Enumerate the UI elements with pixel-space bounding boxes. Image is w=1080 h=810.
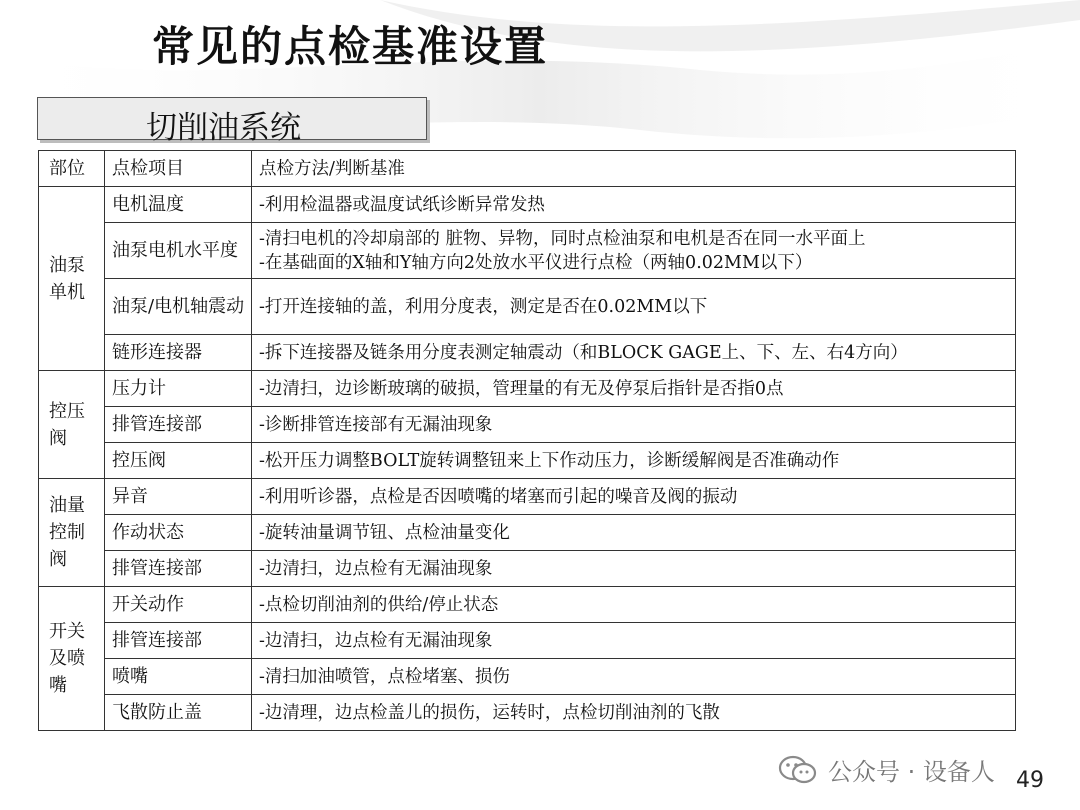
table-row (39, 443, 1016, 479)
method-cell: -旋转油量调节钮、点检油量变化 (252, 515, 1016, 551)
wechat-icon (778, 755, 818, 785)
method-cell: -拆下连接器及链条用分度表测定轴震动（和BLOCK GAGE上、下、左、右4方向） (252, 335, 1016, 371)
item-cell: 控压阀 (105, 443, 252, 479)
table-row (39, 623, 1016, 659)
table-row (39, 407, 1016, 443)
table-header-row (39, 151, 1016, 187)
table-row (39, 335, 1016, 371)
header-item: 点检项目 (105, 151, 252, 187)
method-cell: -松开压力调整BOLT旋转调整钮来上下作动压力，诊断缓解阀是否准确动作 (252, 443, 1016, 479)
item-cell: 油泵/电机轴震动 (105, 279, 252, 335)
method-cell: -点检切削油剂的供给/停止状态 (252, 587, 1016, 623)
table-row (39, 479, 1016, 515)
item-cell: 排管连接部 (105, 623, 252, 659)
method-cell: -清扫加油喷管，点检堵塞、损伤 (252, 659, 1016, 695)
item-cell: 飞散防止盖 (105, 695, 252, 731)
method-cell: -边清扫，边点检有无漏油现象 (252, 551, 1016, 587)
method-cell (252, 223, 1016, 279)
item-cell: 开关动作 (105, 587, 252, 623)
method-line: -清扫电机的冷却扇部的 脏物、异物，同时点检油泵和电机是否在同一水平面上 (259, 228, 866, 249)
section-title: 切削油系统 (146, 110, 301, 146)
item-cell: 排管连接部 (105, 551, 252, 587)
page-title: 常见的点检基准设置 (152, 22, 549, 71)
table-row (39, 695, 1016, 731)
item-cell: 电机温度 (105, 187, 252, 223)
method-cell: -打开连接轴的盖，利用分度表，测定是否在0.02MM以下 (252, 279, 1016, 335)
method-cell: -边清理，边点检盖儿的损伤，运转时，点检切削油剂的飞散 (252, 695, 1016, 731)
part-cell: 油泵单机 (39, 187, 105, 371)
method-cell: -边清扫，边点检有无漏油现象 (252, 623, 1016, 659)
method-cell: -利用听诊器，点检是否因喷嘴的堵塞而引起的噪音及阀的振动 (252, 479, 1016, 515)
item-cell: 喷嘴 (105, 659, 252, 695)
part-cell: 开关及喷嘴 (39, 587, 105, 731)
part-cell: 控压阀 (39, 371, 105, 479)
part-cell: 油量控制阀 (39, 479, 105, 587)
item-cell: 异音 (105, 479, 252, 515)
item-cell: 链形连接器 (105, 335, 252, 371)
table-row (39, 279, 1016, 335)
table-row (39, 551, 1016, 587)
table-row (39, 515, 1016, 551)
header-part: 部位 (39, 151, 105, 187)
method-cell: -利用检温器或温度试纸诊断异常发热 (252, 187, 1016, 223)
item-cell: 排管连接部 (105, 407, 252, 443)
item-cell: 压力计 (105, 371, 252, 407)
method-line: -在基础面的X轴和Y轴方向2处放水平仪进行点检（两轴0.02MM以下） (259, 252, 813, 273)
table-row (39, 659, 1016, 695)
table-row (39, 371, 1016, 407)
inspection-table (38, 150, 1016, 731)
method-cell: -边清扫，边诊断玻璃的破损，管理量的有无及停泵后指针是否指0点 (252, 371, 1016, 407)
header-method: 点检方法/判断基准 (252, 151, 1016, 187)
table-row (39, 223, 1016, 279)
table-row (39, 587, 1016, 623)
watermark-text: 公众号 · 设备人 (828, 758, 995, 786)
item-cell: 油泵电机水平度 (105, 223, 252, 279)
item-cell: 作动状态 (105, 515, 252, 551)
table-row (39, 187, 1016, 223)
watermark (778, 752, 995, 787)
page-number: 49 (1016, 768, 1044, 793)
method-cell: -诊断排管连接部有无漏油现象 (252, 407, 1016, 443)
section-header (37, 97, 427, 146)
